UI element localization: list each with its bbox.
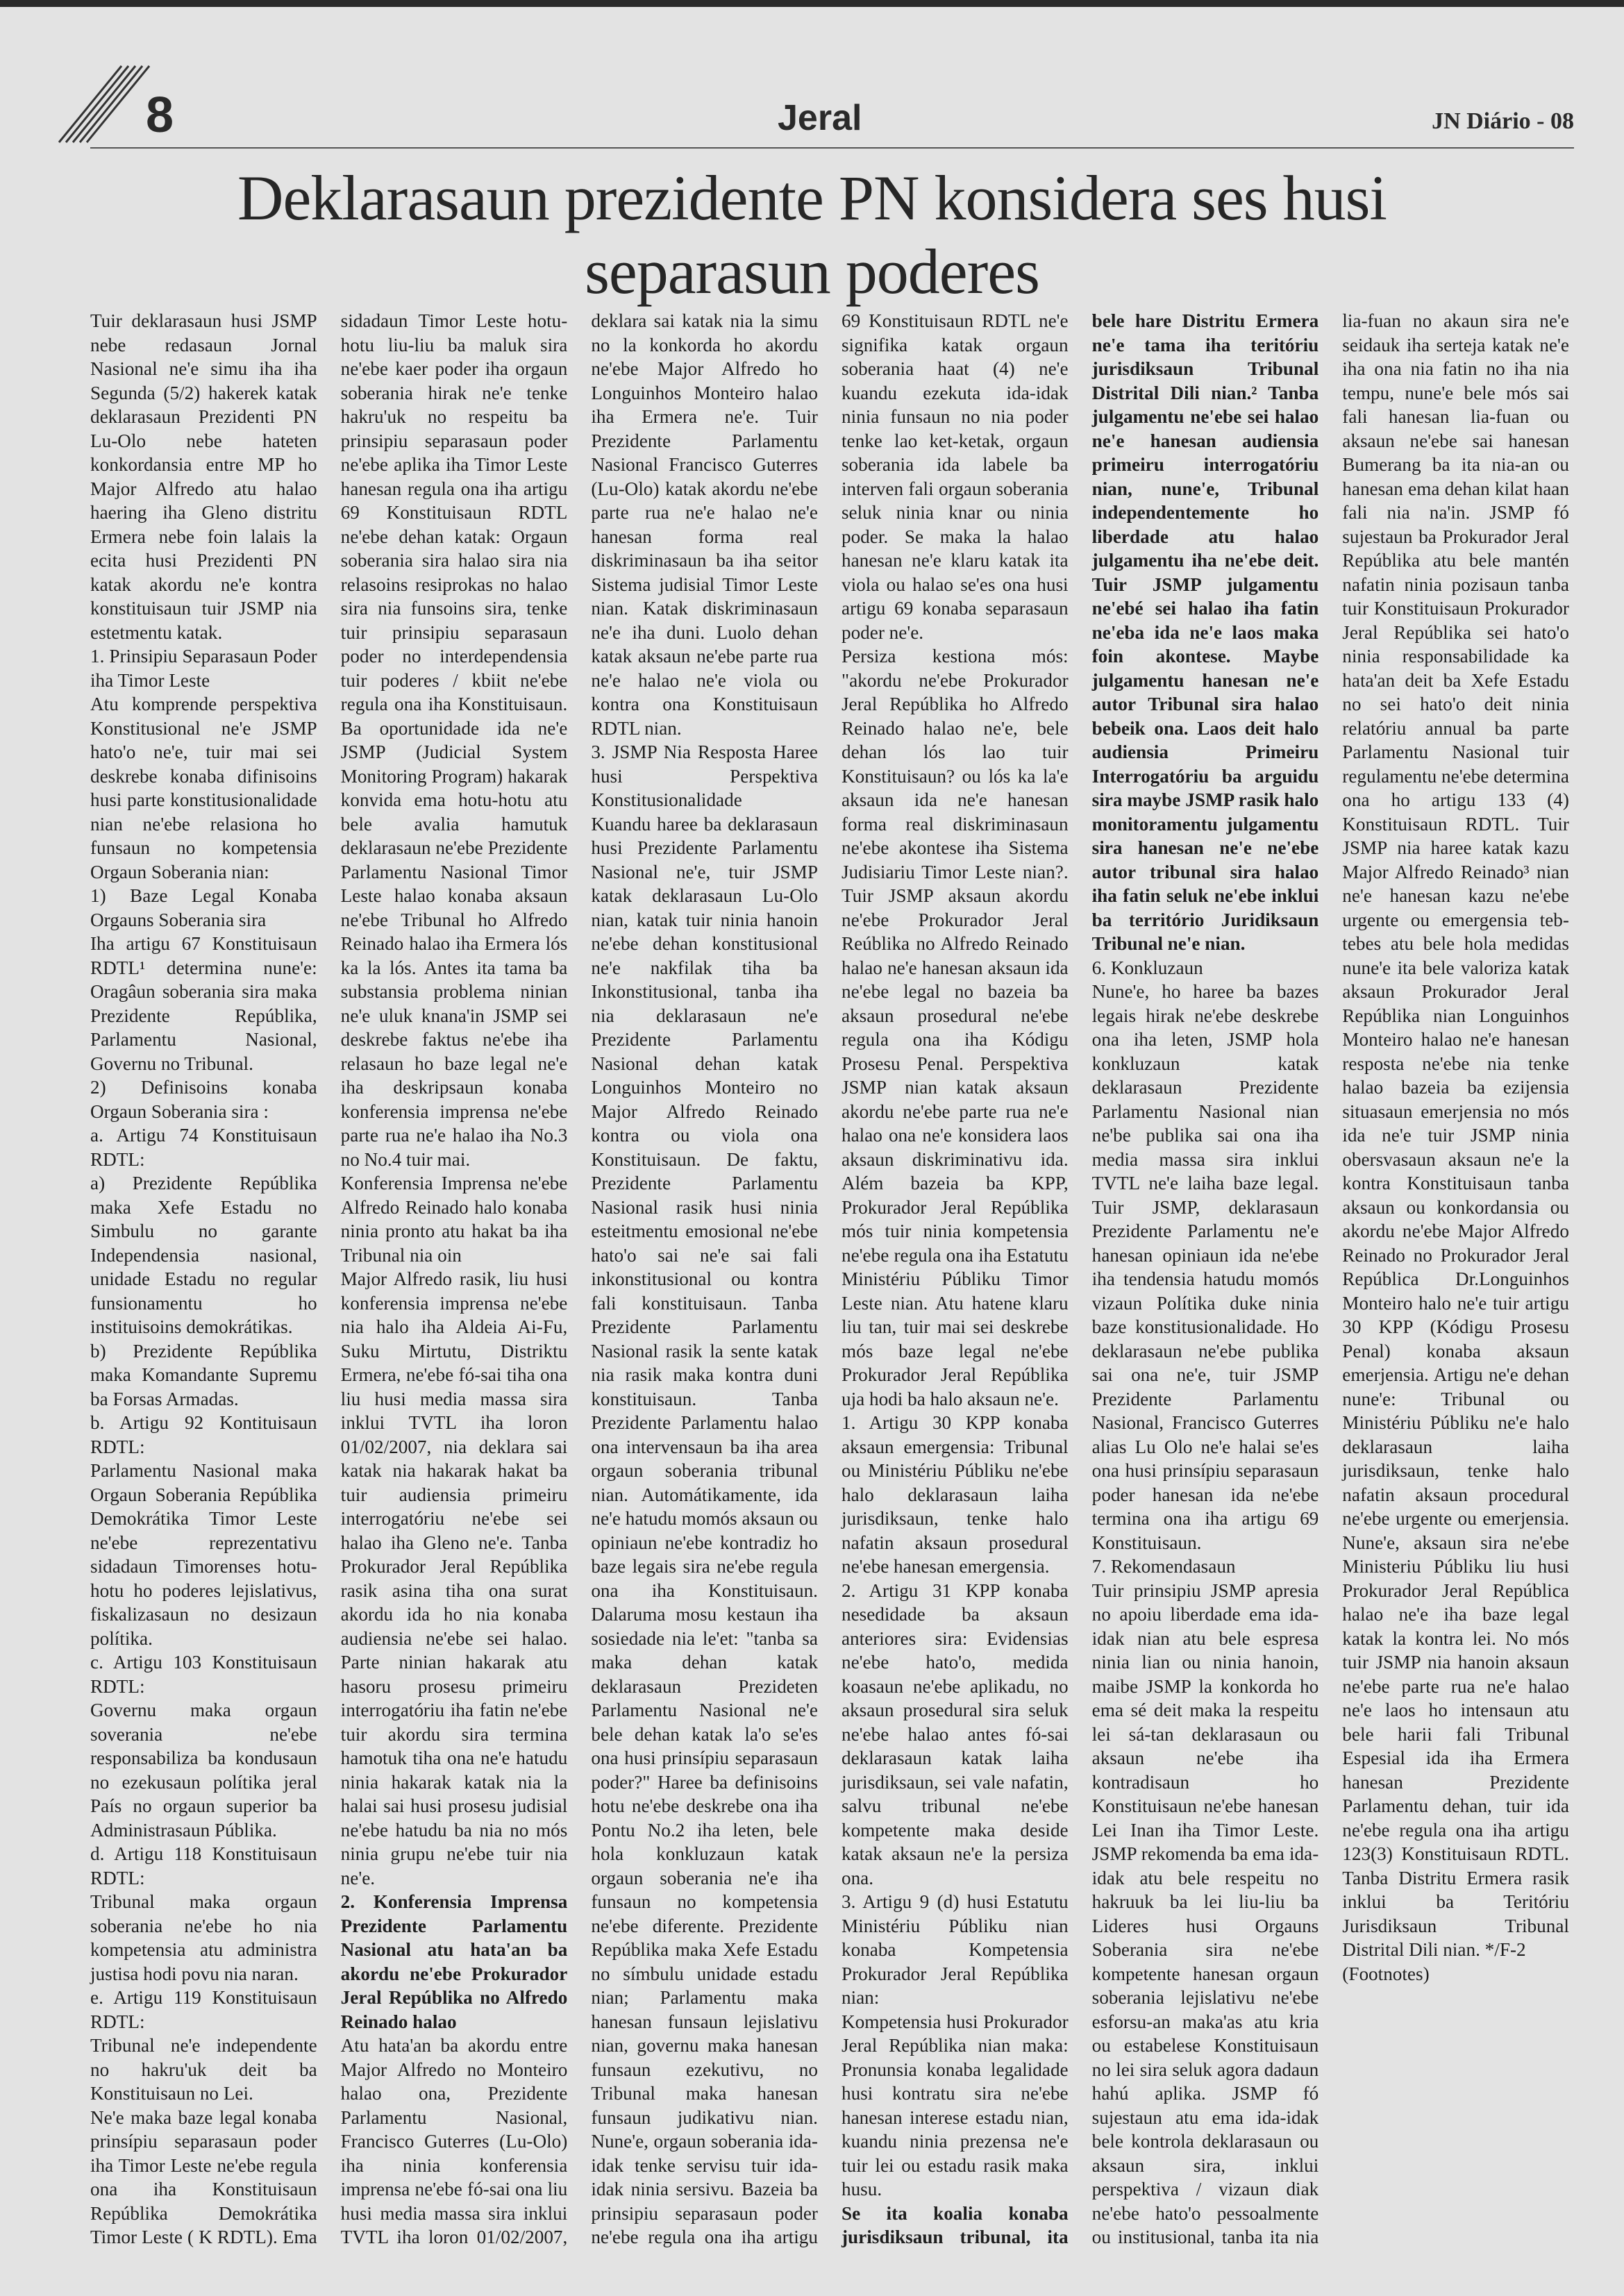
article-paragraph: c. Artigu 103 Konstituisaun RDTL: xyxy=(90,1652,317,1697)
article-paragraph: Atu komprende perspektiva Konstitusional ne'e JSMP hato'o ne'e, tuir mai sei deskrebe konaba difinisoins husi parte konstitusionalidade nian ne'ebe relasiona ho funsaun no kompetensia Orgaun Soberania nian: xyxy=(90,694,317,882)
article-paragraph: 3. JSMP Nia Resposta Haree husi Perspektiva Konstitusionalidade xyxy=(591,741,818,810)
article-paragraph: a. Artigu 74 Konstituisaun RDTL: xyxy=(90,1125,317,1170)
article-paragraph: 1. Prinsipiu Separasaun Poder iha Timor Leste xyxy=(90,646,317,691)
article-paragraph: 1. Artigu 30 KPP konaba aksaun emergensia: Tribunal ou Ministériu Públiku ne'ebe halo deklarasaun laiha jurisdiksaun, tenke halo nafatin aksaun prosedural ne'ebe hanesan emergensia. xyxy=(841,1412,1069,1577)
article-paragraph: (Footnotes) xyxy=(1342,1963,1430,1984)
article-paragraph: d. Artigu 118 Konstituisaun RDTL: xyxy=(90,1843,317,1888)
article-headline: Deklarasaun prezidente PN konsidera ses husi separasun poderes xyxy=(237,162,1387,307)
article-paragraph: Iha artigu 67 Konstituisaun RDTL¹ determina nune'e: Oragâun soberania sira maka Prezidente Repúblika, Parlamentu Nasional, Governu no Tribunal. xyxy=(90,933,317,1074)
article-paragraph: Nune'e, ho haree ba bazes legais hirak ne'ebe deskrebe ona iha leten, JSMP hola konkluzaun katak deklarasaun Prezidente Parlamentu Nasional nian ne'be publika sai ona iha media massa sira inklui TVTL ne'e laiha baze legal. Tuir JSMP, deklarasaun Prezidente Parlamentu ne'e hanesan opiniaun ida ne'ebe iha tendensia hatudu momós vizaun Polítika duke ninia baze konstitusionalidade. Ho deklarasaun ne'ebe publika sai ona ne'e, tuir JSMP Prezidente Parlamentu Nasional, Francisco Guterres alias Lu Olo ne'e halai se'es ona husi prinsípiu separasaun poder hanesan ida ne'ebe termina ona iha artigu 69 Konstituisaun. xyxy=(1091,981,1319,1553)
article-paragraph: 6. Konkluzaun xyxy=(1091,957,1203,978)
article-paragraph: Governu maka orgaun soverania ne'ebe responsabiliza ba kondusaun no ezekusaun polítika jeral País no orgaun superior ba Administrasaun Públika. xyxy=(90,1700,317,1841)
article-paragraph: Kompetensia husi Prokurador Jeral Repúblika nian maka: Pronunsia konaba legalidade husi kontratu sira ne'ebe hanesan interese estadu nian, kuandu ninia prezensa ne'e tuir lei ou estadu rasik maka husu. xyxy=(841,2011,1069,2199)
article-paragraph: Tribunal maka orgaun soberania ne'ebe ho nia kompetensia atu administra justisa hodi povu nia naran. xyxy=(90,1891,317,1984)
article-paragraph: Persiza kestiona mós: "akordu ne'ebe Prokurador Jeral Repúblika ho Alfredo Reinado halao ne'e, bele dehan lós lao tuir Konstituisaun? ou lós ka la'e aksaun ida ne'e hanesan forma real diskriminasaun ne'ebe akontese iha Sistema Judisiariu Timor Leste nian?. Tuir JSMP aksaun akordu ne'ebe Prokurador Jeral Reúblika no Alfredo Reinado halao ne'e hanesan aksaun ida ne'ebe legal no bazeia ba aksaun prosedural ne'ebe regula ona iha Kódigu Prosesu Penal. Perspektiva JSMP nian katak aksaun akordu ne'ebe parte rua ne'e halao ona ne'e konsidera laos aksaun diskriminativu ida. Além bazeia ba KPP, Prokurador Jeral Repúblika mós tuir ninia kompetensia ne'ebe regula ona iha Estatutu Ministériu Públiku Timor Leste nian. Atu hatene klaru liu tan, tuir mai sei deskrebe mós baze legal ne'ebe Prokurador Jeral Repúblika uja hodi ba halo aksaun ne'e. xyxy=(841,646,1069,1409)
article-body xyxy=(90,309,1569,2253)
page-number: 8 xyxy=(146,87,174,143)
top-border xyxy=(0,0,1624,7)
page-number-logo xyxy=(56,62,181,146)
article-paragraph: 7. Rekomendasaun xyxy=(1091,1556,1236,1577)
article-paragraph: 2. Konferensia Imprensa Prezidente Parlamentu Nasional atu hata'an ba akordu ne'ebe Prokurador Jeral Repúblika no Alfredo Reinado halao xyxy=(340,1891,568,2032)
article-paragraph: Major Alfredo rasik, liu husi konferensia imprensa ne'ebe nia halo iha Aldeia Ai-Fu, Suku Mirtutu, Distriktu Ermera, ne'ebe fó-sai tiha ona liu husi media massa sira inklui TVTL iha loron 01/02/2007, nia deklara sai katak nia hakarak hakat ba tuir audiensia primeiru interrogatóriu ne'ebe sei halao iha Gleno ne'e. Tanba Prokurador Jeral Repúblika rasik asina tiha ona surat akordu ida ho nia konaba audiensia ne'ebe sei halao. Parte ninian hakarak atu hasoru prosesu primeiru interrogatóriu iha fatin ne'ebe tuir akordu sira termina hamotuk tiha ona ne'e hatudu ninia hakarak katak nia la halai sai husi prosesu judisial ne'ebe hatudu ba nia no mós ninia grupu ne'ebe tuir nia ne'e. xyxy=(340,1268,568,1888)
article-paragraph: b. Artigu 92 Kontituisaun RDTL: xyxy=(90,1412,317,1457)
article-paragraph: Se ita koalia konaba jurisdiksaun tribunal, ita bele hare Distritu Ermera ne'e tama iha teritóriu jurisdiksaun Tribunal Distrital Dili nian.² Tanba julgamentu ne'ebe sei halao ne'e hanesan audiensia primeiru interrogatóriu nian, nune'e, Tribunal independentemente ho liberdade atu halao julgamentu iha ne'ebe deit. Tuir JSMP julgamentu ne'ebé sei halao iha fatin ne'eba ida ne'e laos maka foin akontese. Maybe julgamentu hanesan ne'e autor Tribunal sira halao bebeik ona. Laos deit halo audiensia Primeiru Interrogatóriu ba arguidu sira maybe JSMP rasik halo monitoramentu julgamentu sira hanesan ne'e ne'ebe autor tribunal sira halao iha fatin seluk ne'ebe inklui ba território Juridiksaun Tribunal ne'e nian. xyxy=(841,310,1319,2247)
article-paragraph: 3. Artigu 9 (d) husi Estatutu Ministériu Públiku nian konaba Kompetensia Prokurador Jeral Repúblika nian: xyxy=(841,1891,1069,2008)
article-paragraph: Atu hata'an ba akordu entre Major Alfredo no Monteiro halao ona, Prezidente Parlamentu Nasional, Francisco Guterres (Lu-Olo) iha ninia konferensia imprensa ne'ebe fó-sai ona liu husi media massa sira inklui TVTL iha loron 01/02/2007, deklara sai katak nia la simu no la konkorda ho akordu ne'ebe Major Alfredo ho Longuinhos Monteiro halao iha Ermera ne'e. Tuir Prezidente Parlamentu Nasional Francisco Guterres (Lu-Olo) katak akordu ne'ebe parte rua ne'e halao ne'e hanesan forma real diskriminasaun ba iha seitor Sistema judisial Timor Leste nian. Katak diskriminasaun ne'e iha duni. Luolo dehan katak aksaun ne'ebe parte rua ne'e halao ne'e viola ou kontra ona Konstituisaun RDTL nian. xyxy=(340,310,818,2247)
article-paragraph: 1) Baze Legal Konaba Orgauns Soberania sira xyxy=(90,885,317,930)
article-paragraph: b) Prezidente Repúblika maka Komandante Supremu ba Forsas Armadas. xyxy=(90,1340,317,1409)
section-name: Jeral xyxy=(778,98,862,138)
article-paragraph: Tuir prinsipiu JSMP apresia no apoiu liberdade ema ida-idak nian atu bele espresa ninia lian ou ninia hanoin, maibe JSMP la konkorda ho ema sé deit maka la respeitu lei sá-tan deklarasaun ou aksaun ne'ebe iha kontradisaun ho Konstituisaun ne'ebe hanesan Lei Inan iha Timor Leste. JSMP rekomenda ba ema ida-idak atu bele respeitu no hakruuk ba lei liu-liu ba Lideres husi Orgauns Soberania sira ne'ebe kompetente hanesan orgaun soberania lejislativu ne'ebe esforsu-an maka'as atu kria ou estabelese Konstituisaun no lei sira seluk agora dadaun hahú aplika. JSMP fó sujestaun atu ema ida-idak bele kontrola deklarasaun ou aksaun sira, inklui perspektiva / vizaun diak ne'ebe hato'o pessoalmente ou institusional, tanba ita nia lia-fuan no akaun sira ne'e seidauk iha serteja katak ne'e iha ona nia fatin no iha nia tempu, nune'e bele mós sai fali hanesan lia-fuan ou aksaun ne'ebe sai hanesan Bumerang ba ita nia-an ou hanesan ema dehan kilat haan fali nia na'in. JSMP fó sujestaun ba Prokurador Jeral Repúblika atu bele mantén nafatin ninia pozisaun tanba tuir Konstituisaun Prokurador Jeral Repúblika sei hato'o ninia responsabilidade ka hata'an deit ba Xefe Estadu no sei hato'o deit ninia relatóriu annual ba parte Parlamentu Nasional tuir regulamentu ne'ebe determina ona ho artigu 133 (4) Konstituisaun RDTL. Tuir JSMP nia haree katak kazu Major Alfredo Reinado³ nian ne'e hanesan kazu ne'ebe urgente ou emergensia teb-tebes atu bele hola medidas nune'e ita bele valoriza katak aksaun Prokurador Jeral Repúblika nian Longuinhos Monteiro halao ne'e hanesan resposta ne'ebe nia tenke halao bazeia ba ezijensia situasaun emerjensia no mós ida ne'e tuir JSMP ninia obersvasaun aksaun ne'e la kontra Konstituisaun tanba aksaun ou konkordansia ou akordu ne'ebe Major Alfredo Reinado no Prokurador Jeral República Dr.Longuinhos Monteiro halo ne'e tuir artigu 30 KPP (Kódigu Prosesu Penal) konaba aksaun emerjensia. Artigu ne'e dehan nune'e: Tribunal ou Ministériu Públiku ne'e halo deklarasaun laiha jurisdiksaun, tenke halo nafatin aksaun procedural ne'ebe urgente ou emerjensia. Nune'e, aksaun sira ne'ebe Ministeriu Públiku liu husi Prokurador Jeral República halao ne'e iha baze legal katak la kontra lei. No mós tuir JSMP nia hanoin aksaun ne'ebe parte rua ne'e halao ne'e laos ho intensaun atu bele harii fali Tribunal Espesial ida iha Ermera hanesan Prezidente Parlamentu dehan, tuir ida ne'ebe regula ona iha artigu 123(3) Konstituisaun RDTL. Tanba Distritu Ermera rasik inklui ba Teritóriu Jurisdiksaun Tribunal Distrital Dili nian. */F-2 xyxy=(1091,310,1569,2247)
article-paragraph: Tribunal ne'e independente no hakru'uk deit ba Konstituisaun no Lei. xyxy=(90,2035,317,2104)
article-paragraph: Konferensia Imprensa ne'ebe Alfredo Reinado halo konaba ninia pronto atu hakat ba iha Tribunal nia oin xyxy=(340,1173,568,1266)
article-paragraph: e. Artigu 119 Konstituisaun RDTL: xyxy=(90,1987,317,2032)
header-rule xyxy=(90,147,1574,149)
article-paragraph: a) Prezidente Repúblika maka Xefe Estadu no Simbulu no garante Independensia nasional, unidade Estadu no regular funsionamentu ho instituisoins demokrátikas. xyxy=(90,1173,317,1337)
diagonal-stripes-icon xyxy=(59,66,149,142)
article-paragraph: Ne'e maka baze legal konaba prinsípiu separasaun poder iha Timor Leste ne'ebe regula ona iha Konstituisaun Repúblika Demokrátika Timor Leste ( K RDTL). Ema sidadaun Timor Leste hotu-hotu liu-liu ba maluk sira ne'ebe kaer poder iha orgaun soberania hirak ne'e tenke hakru'uk no respeitu ba prinsipiu separasaun poder ne'ebe aplika iha Timor Leste hanesan regula ona iha artigu 69 Konstituisaun RDTL ne'ebe dehan katak: Orgaun soberania sira halao sira nia relasoins resiprokas no halao sira nia funsoins sira, tenke tuir prinsipiu separasaun poder no interdependensia tuir poderes / kbiit ne'ebe regula ona iha Konstituisaun. Ba oportunidade ida ne'e JSMP (Judicial System Monitoring Program) hakarak konvida ema hotu-hotu atu bele avalia hamutuk deklarasaun ne'ebe Prezidente Parlamentu Nasional Timor Leste halao konaba aksaun ne'ebe Tribunal ho Alfredo Reinado halao iha Ermera lós ka la lós. Antes ita tama ba substansia problema ninian ne'e uluk knana'in JSMP sei deskrebe faktus ne'ebe iha relasaun ho baze legal ne'e iha deskripsaun konaba konferensia imprensa ne'ebe parte rua ne'e halao iha No.3 no No.4 tuir mai. xyxy=(90,310,568,2247)
masthead: JN Diário - 08 xyxy=(1432,108,1574,134)
article-paragraph: Kuandu haree ba deklarasaun husi Prezidente Parlamentu Nasional ne'e, tuir JSMP katak deklarasaun Lu-Olo nian, katak tuir ninia hanoin ne'ebe dehan konstitusional ne'e nakfilak tiha ba Inkonstitusional, tanba iha nia deklarasaun ne'e Prezidente Parlamentu Nasional dehan katak Longuinhos Monteiro no Major Alfredo Reinado kontra ou viola ona Konstituisaun. De faktu, Prezidente Parlamentu Nasional rasik husi ninia esteitmentu emosional ne'ebe hato'o sai ne'e sai fali inkonstitusional ou kontra fali konstituisaun. Tanba Prezidente Parlamentu Nasional rasik la sente katak nia rasik maka kontra duni konstituisaun. Tanba Prezidente Parlamentu halao ona intervensaun ba iha area orgaun soberania tribunal nian. Automátikamente, ida ne'e hatudu momós aksaun ou opiniaun ne'ebe kontradiz ho baze legais sira ne'ebe regula ona iha Konstituisaun. Dalaruma mosu kestaun iha sosiedade nia le'et: "tanba sa maka dehan katak deklarasaun Prezideten Parlamentu Nasional ne'e bele dehan katak la'o se'es ona husi prinsípiu separasaun poder?" Haree ba definisoins hotu ne'ebe deskrebe ona iha Pontu No.2 iha leten, bele hola konkluzaun katak orgaun soberania ne'e iha funsaun no kompetensia ne'ebe diferente. Prezidente Repúblika maka Xefe Estadu no símbulu unidade estadu nian; Parlamentu maka hanesan funsaun lejislativu nian, governu maka hanesan funsaun ezekutivu, no Tribunal maka hanesan funsaun judikativu nian. Nune'e, orgaun soberania ida-idak tenke servisu tuir ida-idak ninia sersivu. Bazeia ba prinsipiu separasaun poder ne'ebe regula ona iha artigu 69 Konstituisaun RDTL ne'e signifika katak orgaun soberania haat (4) ne'e kuandu ezekuta ida-idak ninia funsaun no nia poder tenke lao ket-ketak, orgaun soberania ida labele ba interven fali orgaun soberania seluk ninia knar ou ninia poder. Se maka la halao hanesan ne'e klaru katak ita viola ou halao se'es ona husi artigu 69 konaba separasaun poder ne'e. xyxy=(591,310,1069,2247)
article-paragraph: 2) Definisoins konaba Orgaun Soberania sira : xyxy=(90,1077,317,1122)
article-paragraph: Tuir deklarasaun husi JSMP nebe redasaun Jornal Nasional ne'e simu iha iha Segunda (5/2) hakerek katak deklarasaun Prezidenti PN Lu-Olo nebe hateten konkordansia entre MP ho Major Alfredo atu halao haering iha Gleno distritu Ermera nebe foin lalais la ecita husi Prezidenti PN katak akordu ne'e kontra konstituisaun tuir JSMP nia estetmentu katak. xyxy=(90,310,317,643)
article-paragraph: Parlamentu Nasional maka Orgaun Soberania Repúblika Demokrátika Timor Leste ne'ebe reprezentativu sidadaun Timorenses hotu-hotu ho poderes lejislativus, fiskalizasaun no desizaun polítika. xyxy=(90,1460,317,1649)
article-paragraph: 2. Artigu 31 KPP konaba nesedidade ba aksaun anteriores sira: Evidensias ne'ebe hato'o, medida koasaun ne'ebe aplikadu, no aksaun prosedural sira seluk ne'ebe halao antes fó-sai deklarasaun katak laiha jurisdiksaun, sei vale nafatin, salvu tribunal ne'ebe kompetente maka deside katak aksaun ne'e la persiza ona. xyxy=(841,1579,1069,1888)
